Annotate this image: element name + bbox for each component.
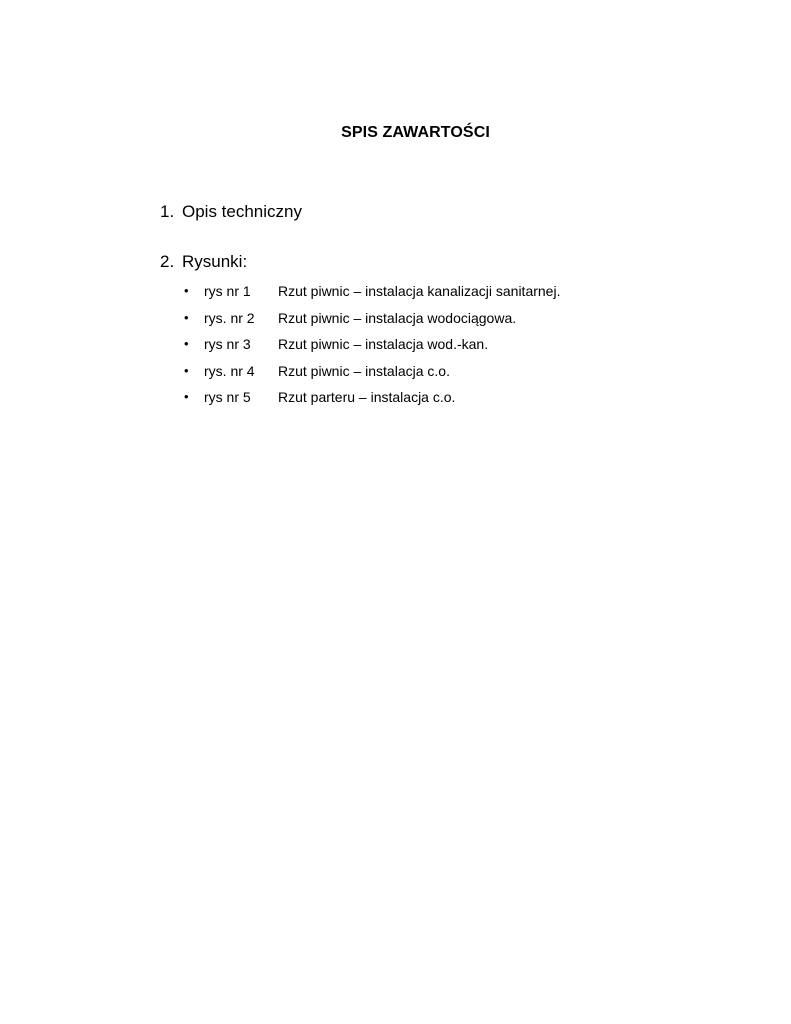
contents-item-number: 1. [160,202,175,221]
contents-item-number: 2. [160,252,175,271]
bullet-icon: • [184,362,189,378]
drawing-title: Rzut piwnic – instalacja c.o. [278,362,450,379]
drawing-code: rys. nr 2 [204,309,255,326]
drawing-code: rys nr 3 [204,336,251,352]
contents-item-label: Opis techniczny [182,202,302,221]
bullet-icon: • [184,336,189,351]
bullet-icon: • [184,389,189,404]
bullet-icon: • [184,283,189,298]
drawing-code: rys nr 5 [204,389,251,405]
drawing-title: Rzut parteru – instalacja c.o. [278,389,456,405]
contents-item-drawings [160,252,247,272]
drawing-title: Rzut piwnic – instalacja kanalizacji sanitarnej. [278,283,561,299]
bullet-icon: • [184,309,189,325]
drawing-title: Rzut piwnic – instalacja wodociągowa. [278,309,517,326]
contents-item-technical-description [160,202,302,222]
drawing-code: rys nr 1 [204,283,251,299]
drawing-code: rys. nr 4 [204,362,255,379]
drawing-title: Rzut piwnic – instalacja wod.-kan. [278,336,489,352]
document-title: SPIS ZAWARTOŚCI [341,124,490,141]
contents-item-label: Rysunki: [182,252,248,271]
